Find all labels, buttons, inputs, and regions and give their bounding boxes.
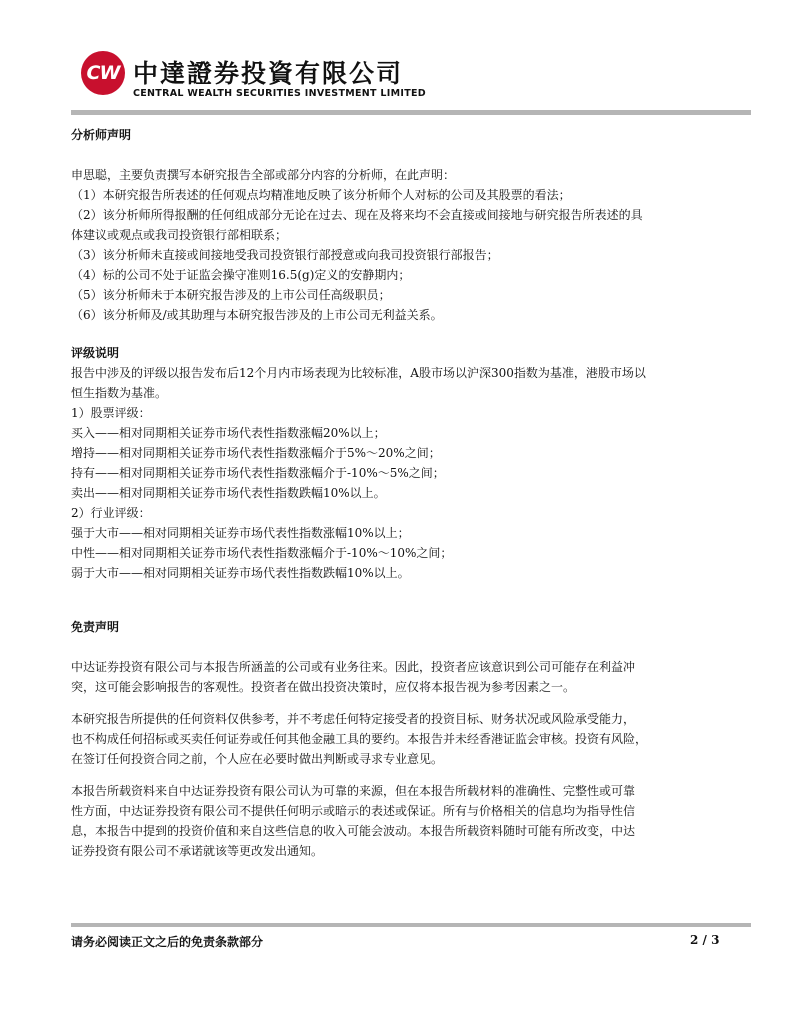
analyst-intro: 申思聪，主要负责撰写本研究报告全部或部分内容的分析师，在此声明： [71, 168, 456, 182]
analyst-item-2a: （2）该分析师所得报酬的任何组成部分无论在过去、现在及将来均不会直接或间接地与研究报告所表述的具 [71, 208, 643, 222]
rating-title: 评级说明 [71, 346, 120, 360]
footer-notice: 请务必阅读正文之后的免责条款部分 [71, 935, 264, 949]
analyst-item-5: （5）该分析师未于本研究报告涉及的上市公司任高级职员； [71, 288, 391, 302]
rating-sell: 卖出——相对同期相关证券市场代表性指数跌幅10%以上。 [71, 486, 386, 500]
analyst-item-4: （4）标的公司不处于证监会操守准则16.5(g)定义的安静期内； [71, 268, 411, 282]
rating-underperform: 弱于大市——相对同期相关证券市场代表性指数跌幅10%以上。 [71, 566, 410, 580]
rating-outperform: 强于大市——相对同期相关证券市场代表性指数涨幅10%以上； [71, 526, 410, 540]
disclaimer-p3b: 性方面，中达证券投资有限公司不提供任何明示或暗示的表述或保证。所有与价格相关的信息均为指导性信 [71, 804, 636, 818]
rating-neutral: 中性——相对同期相关证券市场代表性指数涨幅介于-10%～10%之间； [71, 546, 453, 560]
rating-line-3: 1）股票评级： [71, 406, 151, 420]
rating-line-8: 2）行业评级： [71, 506, 151, 520]
disclaimer-p3d: 证券投资有限公司不承诺就该等更改发出通知。 [71, 844, 324, 858]
disclaimer-p3a: 本报告所载资料来自中达证券投资有限公司认为可靠的来源，但在本报告所载材料的准确性、完整性或可靠 [71, 784, 636, 798]
company-logo [81, 51, 125, 95]
rating-line-1: 报告中涉及的评级以报告发布后12个月内市场表现为比较标准，A股市场以沪深300指数为基准，港股市场以 [71, 366, 646, 380]
page-number: 2 / 3 [690, 933, 720, 947]
disclaimer-p3c: 息，本报告中提到的投资价值和来自这些信息的收入可能会波动。本报告所载资料随时可能有所改变，中达 [71, 824, 636, 838]
disclaimer-p1a: 中达证券投资有限公司与本报告所涵盖的公司或有业务往来。因此，投资者应该意识到公司可能存在利益冲 [71, 660, 636, 674]
analyst-item-1: （1）本研究报告所表述的任何观点均精准地反映了该分析师个人对标的公司及其股票的看法； [71, 188, 571, 202]
company-name-cn: 中達證券投資有限公司 [133, 59, 404, 88]
analyst-item-3: （3）该分析师未直接或间接地受我司投资银行部授意或向我司投资银行部报告； [71, 248, 499, 262]
header-divider [71, 110, 751, 115]
rating-buy: 买入——相对同期相关证券市场代表性指数涨幅20%以上； [71, 426, 386, 440]
analyst-statement-title: 分析师声明 [71, 128, 132, 142]
document-body [71, 125, 743, 861]
rating-accumulate: 增持——相对同期相关证券市场代表性指数涨幅介于5%～20%之间； [71, 446, 441, 460]
rating-line-2: 恒生指数为基准。 [71, 386, 168, 400]
report-header [71, 40, 751, 120]
company-name-en: CENTRAL WEALTH SECURITIES INVESTMENT LIMITED [133, 88, 426, 99]
analyst-item-2b: 体建议或观点或我司投资银行部相联系； [71, 228, 288, 242]
logo-text: CW [86, 62, 120, 84]
footer-divider [71, 923, 751, 927]
disclaimer-p1b: 突，这可能会影响报告的客观性。投资者在做出投资决策时，应仅将本报告视为参考因素之一。 [71, 680, 576, 694]
disclaimer-p2a: 本研究报告所提供的任何资料仅供参考，并不考虑任何特定接受者的投资目标、财务状况或风险承受能力， [71, 712, 636, 726]
rating-hold: 持有——相对同期相关证券市场代表性指数涨幅介于-10%～5%之间； [71, 466, 445, 480]
analyst-item-6: （6）该分析师及/或其助理与本研究报告涉及的上市公司无利益关系。 [71, 308, 443, 322]
disclaimer-title: 免责声明 [71, 620, 120, 634]
disclaimer-p2c: 在签订任何投资合同之前，个人应在必要时做出判断或寻求专业意见。 [71, 752, 444, 766]
disclaimer-p2b: 也不构成任何招标或买卖任何证券或任何其他金融工具的要约。本报告并未经香港证监会审核。投资有风险， [71, 732, 648, 746]
